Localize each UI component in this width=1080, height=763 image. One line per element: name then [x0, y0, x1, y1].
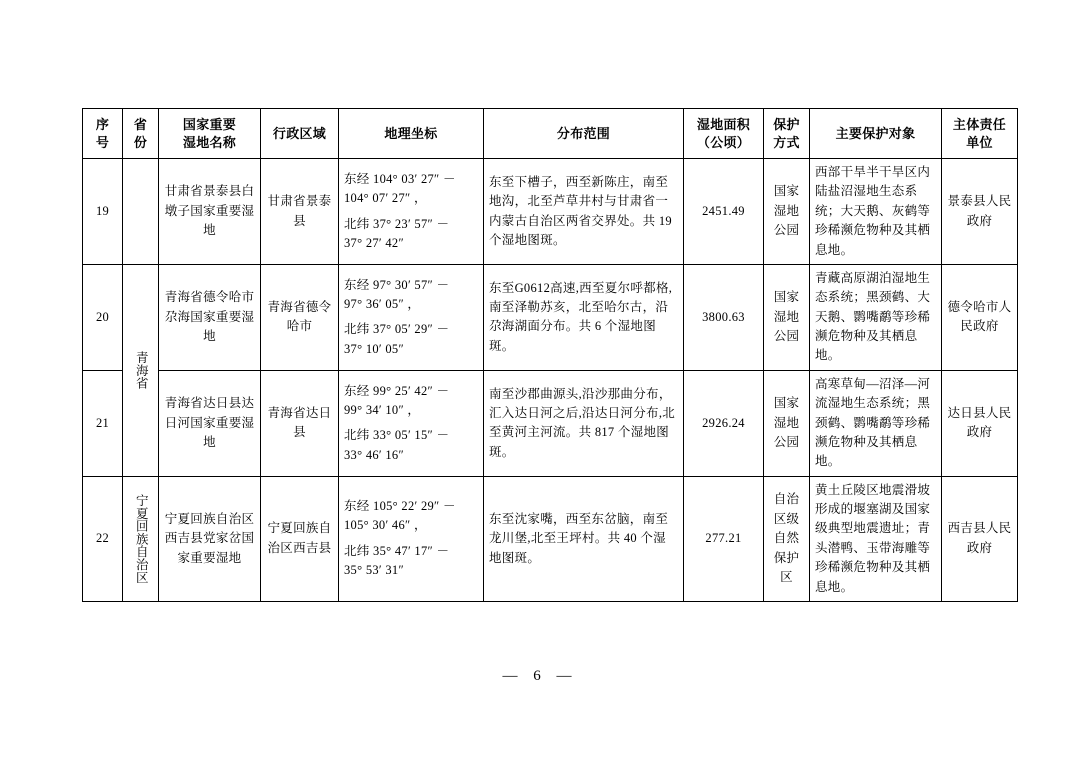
column-header-admin-region: 行政区域 — [261, 109, 339, 159]
cell-admin-region: 青海省达日县 — [261, 370, 339, 476]
column-header-province: 省 份 — [123, 109, 159, 159]
wetland-table-container — [82, 108, 1012, 602]
coordinate-line: 东经 99° 25′ 42″ － — [344, 383, 450, 398]
cell-responsible-unit: 德令哈市人民政府 — [942, 264, 1018, 370]
coordinate-line: 北纬 37° 23′ 57″ － — [344, 216, 450, 231]
cell-coordinates — [339, 370, 484, 476]
cell-admin-region: 甘肃省景泰县 — [261, 159, 339, 265]
table-body — [83, 159, 1018, 602]
cell-distribution-range: 南至沙郡曲源头,沿沙那曲分布，汇入达日河之后,沿达日河分布,北至黄河主河流。共 817 个湿地图斑。 — [484, 370, 684, 476]
table-row — [83, 370, 1018, 476]
coordinate-line: 东经 105° 22′ 29″ － — [344, 499, 456, 514]
coordinate-line: 北纬 37° 05′ 29″ － — [344, 322, 450, 337]
column-header-responsible-unit: 主体责任 单位 — [942, 109, 1018, 159]
coordinate-line: 东经 104° 03′ 27″ － — [344, 171, 456, 186]
cell-protection-object: 青藏高原湖泊湿地生态系统；黑颈鹤、大天鹅、鹮嘴鹬等珍稀濒危物种及其栖息地。 — [810, 264, 942, 370]
coordinate-line: 104° 07′ 27″ ， — [344, 191, 427, 206]
cell-admin-region: 宁夏回族自治区西吉县 — [261, 476, 339, 601]
page-number: — 6 — — [502, 668, 578, 684]
column-header-distribution-range: 分布范围 — [484, 109, 684, 159]
cell-admin-region: 青海省德令哈市 — [261, 264, 339, 370]
cell-protection-mode: 国家湿地公园 — [764, 370, 810, 476]
cell-distribution-range: 东至沈家嘴，西至东岔脑，南至龙川堡,北至王坪村。共 40 个湿地图斑。 — [484, 476, 684, 601]
coordinate-line: 北纬 35° 47′ 17″ － — [344, 543, 450, 558]
cell-distribution-range: 东至下槽子，西至新陈庄，南至地沟，北至芦草井村与甘肃省一内蒙古自治区两省交界处。共 19 个湿地图斑。 — [484, 159, 684, 265]
cell-wetland-name: 宁夏回族自治区西吉县党家岔国家重要湿地 — [159, 476, 261, 601]
cell-responsible-unit: 达日县人民政府 — [942, 370, 1018, 476]
table-row — [83, 476, 1018, 601]
column-header-protection-mode: 保护 方式 — [764, 109, 810, 159]
column-header-coordinates: 地理坐标 — [339, 109, 484, 159]
cell-province: 青海省 — [123, 264, 159, 476]
cell-wetland-name: 青海省达日县达日河国家重要湿地 — [159, 370, 261, 476]
national-important-wetlands-table — [82, 108, 1018, 602]
cell-province — [123, 159, 159, 265]
column-header-seq: 序 号 — [83, 109, 123, 159]
cell-responsible-unit: 西吉县人民政府 — [942, 476, 1018, 601]
column-header-wetland-name: 国家重要 湿地名称 — [159, 109, 261, 159]
cell-wetland-name: 青海省德令哈市尕海国家重要湿地 — [159, 264, 261, 370]
cell-coordinates — [339, 476, 484, 601]
coordinate-line: 33° 46′ 16″ — [344, 447, 404, 462]
coordinate-line: 37° 27′ 42″ — [344, 235, 404, 250]
cell-protection-mode: 国家湿地公园 — [764, 264, 810, 370]
table-header-row — [83, 109, 1018, 159]
cell-protection-mode: 自治区级自然保护区 — [764, 476, 810, 601]
table-row — [83, 264, 1018, 370]
cell-protection-object: 黄土丘陵区地震滑坡形成的堰塞湖及国家级典型地震遗址；青头潜鸭、玉带海雕等珍稀濒危物种及其栖息地。 — [810, 476, 942, 601]
coordinate-line: 东经 97° 30′ 57″ － — [344, 277, 450, 292]
cell-seq: 20 — [83, 264, 123, 370]
cell-province: 宁夏回族自治区 — [123, 476, 159, 601]
coordinate-line: 97° 36′ 05″ ， — [344, 297, 421, 312]
cell-protection-object: 西部干旱半干旱区内陆盐沼湿地生态系统；大天鹅、灰鹤等珍稀濒危物种及其栖息地。 — [810, 159, 942, 265]
cell-wetland-name: 甘肃省景泰县白墩子国家重要湿地 — [159, 159, 261, 265]
cell-seq: 19 — [83, 159, 123, 265]
column-header-wetland-area: 湿地面积 （公顷） — [684, 109, 764, 159]
coordinate-line: 35° 53′ 31″ — [344, 563, 404, 578]
cell-protection-mode: 国家湿地公园 — [764, 159, 810, 265]
cell-coordinates — [339, 264, 484, 370]
cell-distribution-range: 东至G0612高速,西至夏尔呼都格,南至泽勒苏亥，北至哈尔古，沿尕海湖面分布。共 6 个湿地图斑。 — [484, 264, 684, 370]
column-header-protection-object: 主要保护对象 — [810, 109, 942, 159]
cell-seq: 22 — [83, 476, 123, 601]
cell-seq: 21 — [83, 370, 123, 476]
cell-responsible-unit: 景泰县人民政府 — [942, 159, 1018, 265]
coordinate-line: 37° 10′ 05″ — [344, 341, 404, 356]
cell-wetland-area: 2926.24 — [684, 370, 764, 476]
table-row — [83, 159, 1018, 265]
cell-wetland-area: 3800.63 — [684, 264, 764, 370]
coordinate-line: 99° 34′ 10″ ， — [344, 402, 421, 417]
table-header — [83, 109, 1018, 159]
coordinate-line: 北纬 33° 05′ 15″ － — [344, 428, 450, 443]
cell-protection-object: 高寒草甸—沼泽—河流湿地生态系统；黑颈鹤、鹮嘴鹬等珍稀濒危物种及其栖息地。 — [810, 370, 942, 476]
cell-coordinates — [339, 159, 484, 265]
coordinate-line: 105° 30′ 46″ ， — [344, 518, 427, 533]
cell-wetland-area: 2451.49 — [684, 159, 764, 265]
cell-wetland-area: 277.21 — [684, 476, 764, 601]
